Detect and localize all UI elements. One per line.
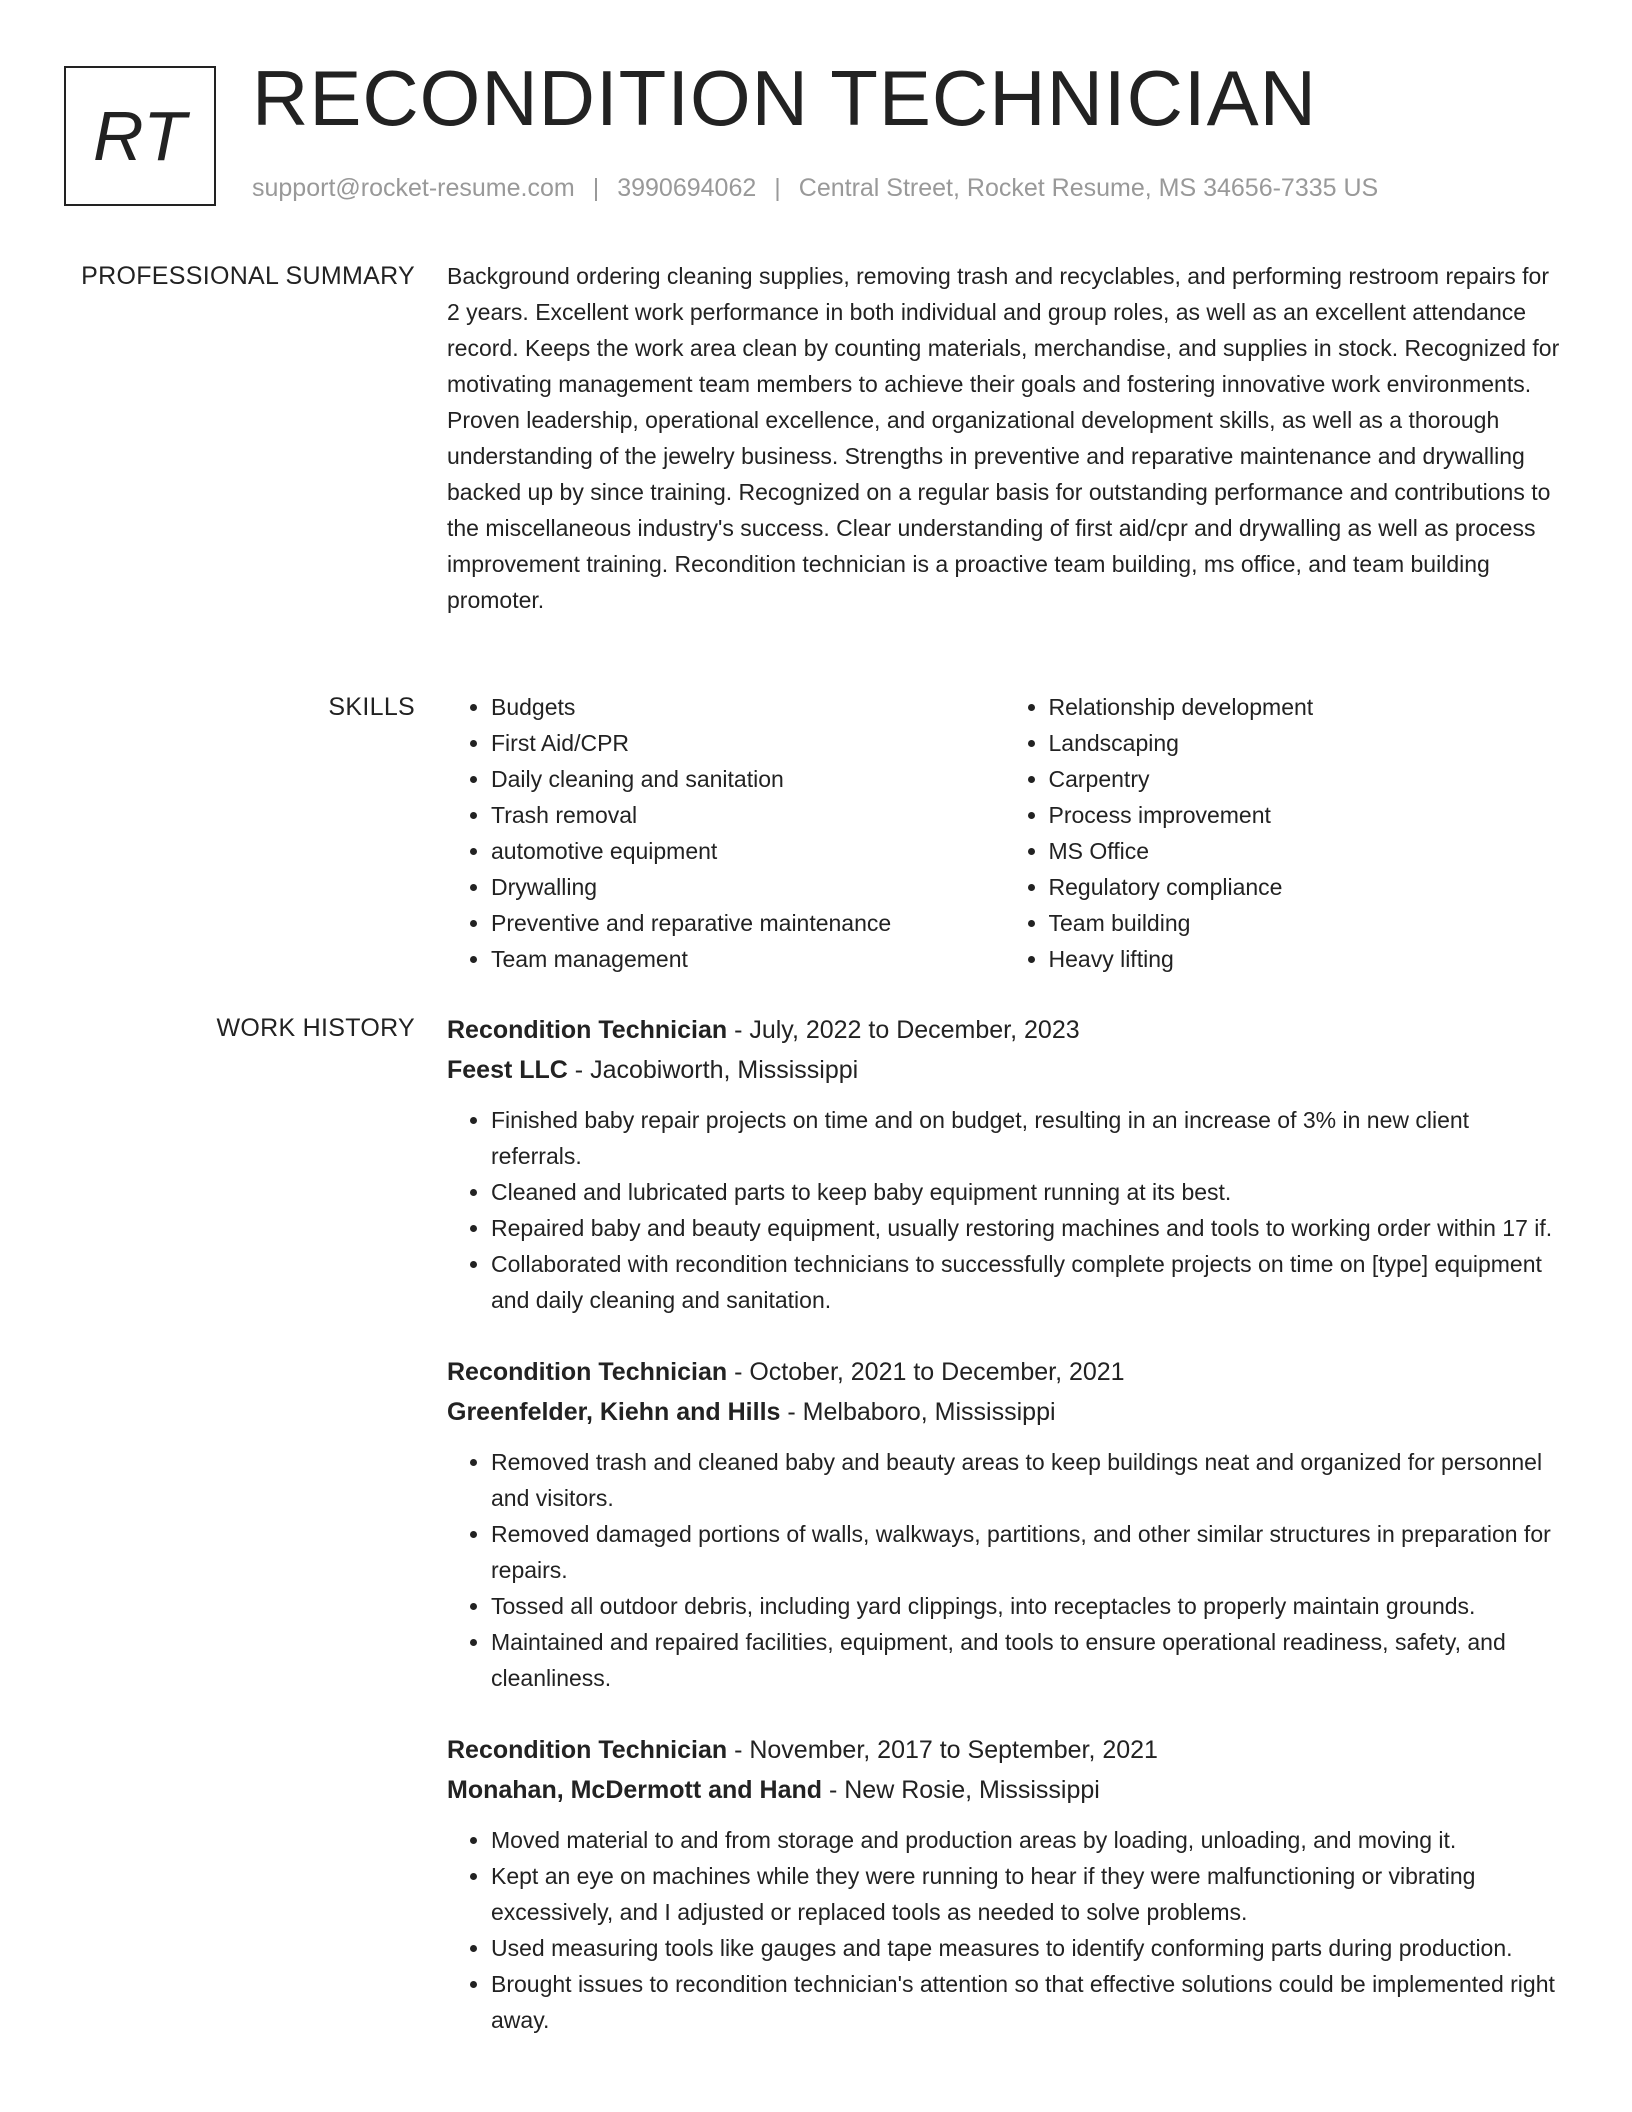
skill-item: • Process improvement: [1049, 797, 1563, 833]
job-bullet: • Repaired baby and beauty equipment, usually restoring machines and tools to working order within 17 if.: [491, 1210, 1562, 1246]
section-label-summary: PROFESSIONAL SUMMARY: [81, 262, 415, 290]
job-title-line: [447, 1730, 1562, 1770]
job-company: Monahan, McDermott and Hand: [447, 1776, 823, 1804]
skill-item: • Daily cleaning and sanitation: [491, 761, 1005, 797]
contact-phone[interactable]: 3990694062: [617, 174, 757, 202]
skills-list-right: [1005, 689, 1563, 977]
section-label-work: WORK HISTORY: [216, 1014, 415, 1042]
job-location: - Melbaboro, Mississippi: [780, 1398, 1056, 1426]
skill-item: • Landscaping: [1049, 725, 1563, 761]
job-bullet: • Moved material to and from storage and production areas by loading, unloading, and moving it.: [491, 1822, 1562, 1858]
job-bullet-list: [447, 1822, 1562, 2038]
job-title-line: [447, 1010, 1562, 1050]
contact-line: [252, 174, 1378, 203]
job-title: Recondition Technician: [447, 1016, 728, 1044]
job-bullet-list: [447, 1444, 1562, 1696]
skills-columns: [447, 689, 1562, 977]
job-company-line: [447, 1050, 1562, 1090]
skill-item: • automotive equipment: [491, 833, 1005, 869]
job-title: Recondition Technician: [447, 1736, 728, 1764]
skill-item: • Carpentry: [1049, 761, 1563, 797]
job-dates: - October, 2021 to December, 2021: [727, 1358, 1125, 1386]
skill-item: • Heavy lifting: [1049, 941, 1563, 977]
monogram-logo: RT: [64, 66, 216, 206]
skill-item: • Trash removal: [491, 797, 1005, 833]
job-bullet-list: [447, 1102, 1562, 1318]
job-bullet: • Finished baby repair projects on time and on budget, resulting in an increase of 3% in new client referrals.: [491, 1102, 1562, 1174]
contact-separator: |: [774, 174, 781, 202]
job-entry: [447, 1730, 1562, 2038]
skill-item: • Relationship development: [1049, 689, 1563, 725]
job-bullet: • Used measuring tools like gauges and tape measures to identify conforming parts during production.: [491, 1930, 1562, 1966]
skill-item: • Drywalling: [491, 869, 1005, 905]
job-location: - New Rosie, Mississippi: [822, 1776, 1100, 1804]
skills-list-left: [447, 689, 1005, 977]
job-title-line: [447, 1352, 1562, 1392]
skill-item: • Team management: [491, 941, 1005, 977]
contact-address: Central Street, Rocket Resume, MS 34656-7335 US: [798, 174, 1379, 202]
job-bullet: • Removed damaged portions of walls, walkways, partitions, and other similar structures in preparation for repairs.: [491, 1516, 1562, 1588]
job-bullet: • Maintained and repaired facilities, equipment, and tools to ensure operational readiness, safety, and cleanliness.: [491, 1624, 1562, 1696]
summary-body: [447, 258, 1562, 618]
job-entry: [447, 1010, 1562, 1318]
job-bullet: • Tossed all outdoor debris, including yard clippings, into receptacles to properly maintain grounds.: [491, 1588, 1562, 1624]
job-title: Recondition Technician: [447, 1358, 728, 1386]
job-bullet: • Removed trash and cleaned baby and beauty areas to keep buildings neat and organized for personnel and visitors.: [491, 1444, 1562, 1516]
skills-body: [447, 689, 1562, 977]
job-location: - Jacobiworth, Mississippi: [567, 1056, 859, 1084]
skill-item: • Preventive and reparative maintenance: [491, 905, 1005, 941]
job-company: Greenfelder, Kiehn and Hills: [447, 1398, 781, 1426]
job-company-line: [447, 1392, 1562, 1432]
job-dates: - November, 2017 to September, 2021: [727, 1736, 1158, 1764]
skill-item: • MS Office: [1049, 833, 1563, 869]
summary-text: Background ordering cleaning supplies, removing trash and recyclables, and performing restroom repairs for 2 years. Excellent work performance in both individual and group roles, as well as an excellent attendance record. Keeps the work area clean by counting materials, merchandise, and supplies in stock. Recognized for motivating management team members to achieve their goals and fostering innovative work environments. Proven leadership, operational excellence, and organizational development skills, as well as a thorough understanding of the jewelry business. Strengths in preventive and reparative maintenance and drywalling backed up by since training. Recognized on a regular basis for outstanding performance and contributions to the miscellaneous industry's success. Clear understanding of first aid/cpr and drywalling as well as process improvement training. Recondition technician is a proactive team building, ms office, and team building promoter.: [447, 263, 1560, 613]
skill-item: • Regulatory compliance: [1049, 869, 1563, 905]
job-bullet: • Cleaned and lubricated parts to keep baby equipment running at its best.: [491, 1174, 1562, 1210]
job-bullet: • Collaborated with recondition technicians to successfully complete projects on time on [type] equipment and daily cleaning and sanitation.: [491, 1246, 1562, 1318]
work-body: [447, 1010, 1562, 2072]
contact-email[interactable]: support@rocket-resume.com: [252, 174, 575, 202]
job-entry: [447, 1352, 1562, 1696]
job-bullet: • Kept an eye on machines while they were running to hear if they were malfunctioning or vibrating excessively, and I adjusted or replaced tools as needed to solve problems.: [491, 1858, 1562, 1930]
job-company-line: [447, 1770, 1562, 1810]
job-dates: - July, 2022 to December, 2023: [727, 1016, 1080, 1044]
contact-separator: |: [592, 174, 600, 202]
page-title: RECONDITION TECHNICIAN: [252, 54, 1317, 142]
section-label-skills: SKILLS: [328, 693, 415, 721]
skill-item: • Budgets: [491, 689, 1005, 725]
job-company: Feest LLC: [447, 1056, 568, 1084]
job-bullet: • Brought issues to recondition technician's attention so that effective solutions could be implemented right away.: [491, 1966, 1562, 2038]
skill-item: • Team building: [1049, 905, 1563, 941]
skill-item: • First Aid/CPR: [491, 725, 1005, 761]
